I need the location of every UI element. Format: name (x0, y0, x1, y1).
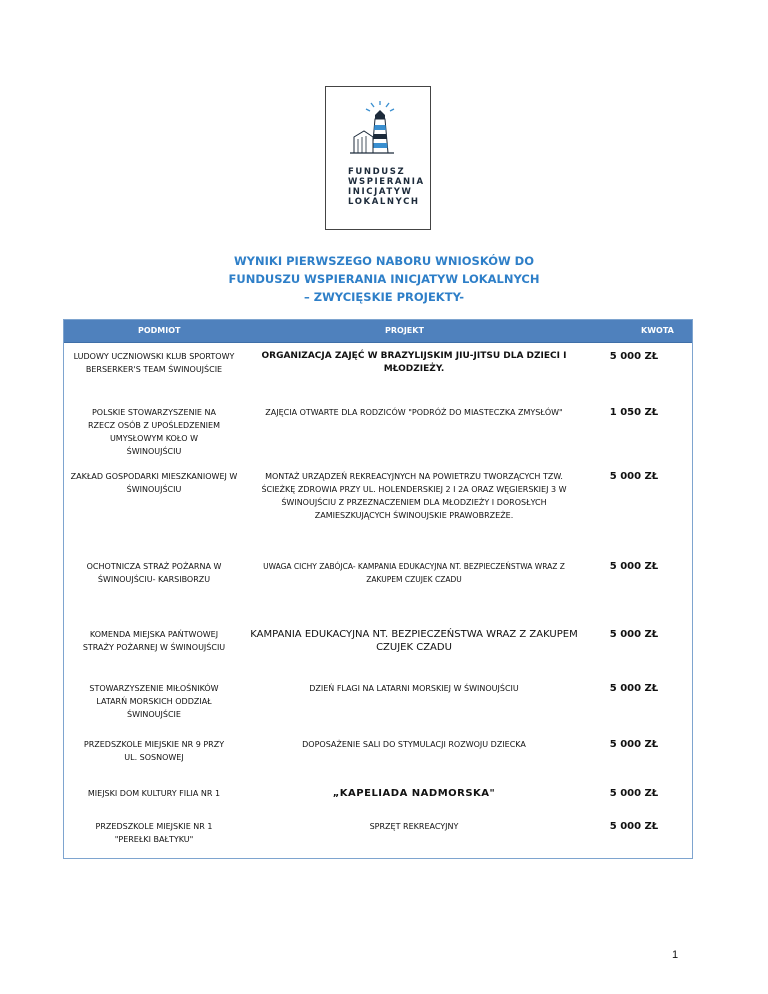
header-project: PROJEKT (385, 326, 424, 335)
entity-cell: LUDOWY UCZNIOWSKI KLUB SPORTOWY BERSERKER'S TEAM ŚWINOUJŚCIE (73, 352, 235, 374)
header-entity: PODMIOT (138, 326, 181, 335)
logo-box (325, 86, 431, 230)
results-table (63, 319, 693, 859)
entity-cell: OCHOTNICZA STRAŻ POŻARNA W ŚWINOUJŚCIU- KARSIBORZU (86, 562, 222, 584)
project-cell: DOPOSAŻENIE SALI DO STYMULACJI ROZWOJU DZIECKA (302, 740, 526, 749)
title-line-1: WYNIKI PIERWSZEGO NABORU WNIOSKÓW DO (234, 254, 534, 268)
lighthouse-logo-icon (346, 101, 412, 163)
table-header (64, 320, 692, 343)
title-line-2: FUNDUSZU WSPIERANIA INICJATYW LOKALNYCH (228, 272, 540, 286)
entity-cell: KOMENDA MIEJSKA PAŃTWOWEJ STRAŻY POŻARNEJ W ŚWINOUJŚCIU (82, 630, 226, 652)
project-cell: ORGANIZACJA ZAJĘĆ W BRAZYLIJSKIM JIU-JITSU DLA DZIECI I MŁODZIEŻY. (261, 351, 567, 374)
project-cell: „KAPELIADA NADMORSKA" (332, 788, 496, 799)
project-cell: MONTAŻ URZĄDZEŃ REKREACYJNYCH NA POWIETRZU TWORZĄCYCH TZW. ŚCIEŻKĘ ZDROWIA PRZY UL. HOLENDERSKIEJ 2 I 2A ORAZ WĘGIERSKIEJ 3 W ŚWINOUJŚCIU Z PRZEZNACZENIEM DLA MŁODZIEŻY I DOROSŁYCH ZAMIESZKUJĄCYCH ŚWINOUJSKIE PRAWOBRZEŻE. (261, 472, 567, 520)
logo-line-4: LOKALNYCH (348, 197, 420, 207)
project-cell: ZAJĘCIA OTWARTE DLA RODZICÓW "PODRÓŻ DO MIASTECZKA ZMYSŁÓW" (265, 408, 563, 417)
project-cell: SPRZĘT REKREACYJNY (369, 822, 459, 831)
entity-cell: MIEJSKI DOM KULTURY FILIA NR 1 (87, 789, 221, 798)
entity-cell: ZAKŁAD GOSPODARKI MIESZKANIOWEJ W ŚWINOUJŚCIU (70, 472, 238, 494)
entity-cell: PRZEDSZKOLE MIEJSKIE NR 1 "PEREŁKI BAŁTYKU" (95, 822, 213, 844)
header-amount: KWOTA (641, 326, 674, 335)
amount-cell: 5 000 ZŁ (609, 821, 659, 832)
logo-line-2: WSPIERANIA (348, 177, 425, 187)
logo-wordmark (348, 167, 425, 207)
project-cell: DZIEŃ FLAGI NA LATARNI MORSKIEJ W ŚWINOUJŚCIU (309, 684, 519, 693)
project-cell: UWAGA CICHY ZABÓJCA- KAMPANIA EDUKACYJNA NT. BEZPIECZEŃSTWA WRAZ Z ZAKUPEM CZUJEK CZADU (263, 562, 565, 584)
amount-cell: 1 050 ZŁ (609, 407, 659, 418)
amount-cell: 5 000 ZŁ (609, 739, 659, 750)
entity-cell: PRZEDSZKOLE MIEJSKIE NR 9 PRZY UL. SOSNOWEJ (83, 740, 225, 762)
logo-line-1: FUNDUSZ (348, 167, 406, 177)
page-number: 1 (672, 949, 679, 961)
amount-cell: 5 000 ZŁ (609, 683, 659, 694)
entity-cell: STOWARZYSZENIE MIŁOŚNIKÓW LATARŃ MORSKICH ODDZIAŁ ŚWINOUJŚCIE (89, 684, 219, 719)
page-title (0, 252, 768, 306)
entity-cell: POLSKIE STOWARZYSZENIE NA RZECZ OSÓB Z UPOŚLEDZENIEM UMYSŁOWYM KOŁO W ŚWINOUJŚCIU (88, 408, 220, 456)
amount-cell: 5 000 ZŁ (609, 351, 659, 362)
logo-line-3: INICJATYW (348, 187, 413, 197)
amount-cell: 5 000 ZŁ (609, 471, 659, 482)
project-cell: KAMPANIA EDUKACYJNA NT. BEZPIECZEŃSTWA WRAZ Z ZAKUPEM CZUJEK CZADU (250, 629, 578, 653)
title-line-3: – ZWYCIĘSKIE PROJEKTY- (304, 290, 464, 304)
amount-cell: 5 000 ZŁ (609, 561, 659, 572)
amount-cell: 5 000 ZŁ (609, 788, 659, 799)
amount-cell: 5 000 ZŁ (609, 629, 659, 640)
